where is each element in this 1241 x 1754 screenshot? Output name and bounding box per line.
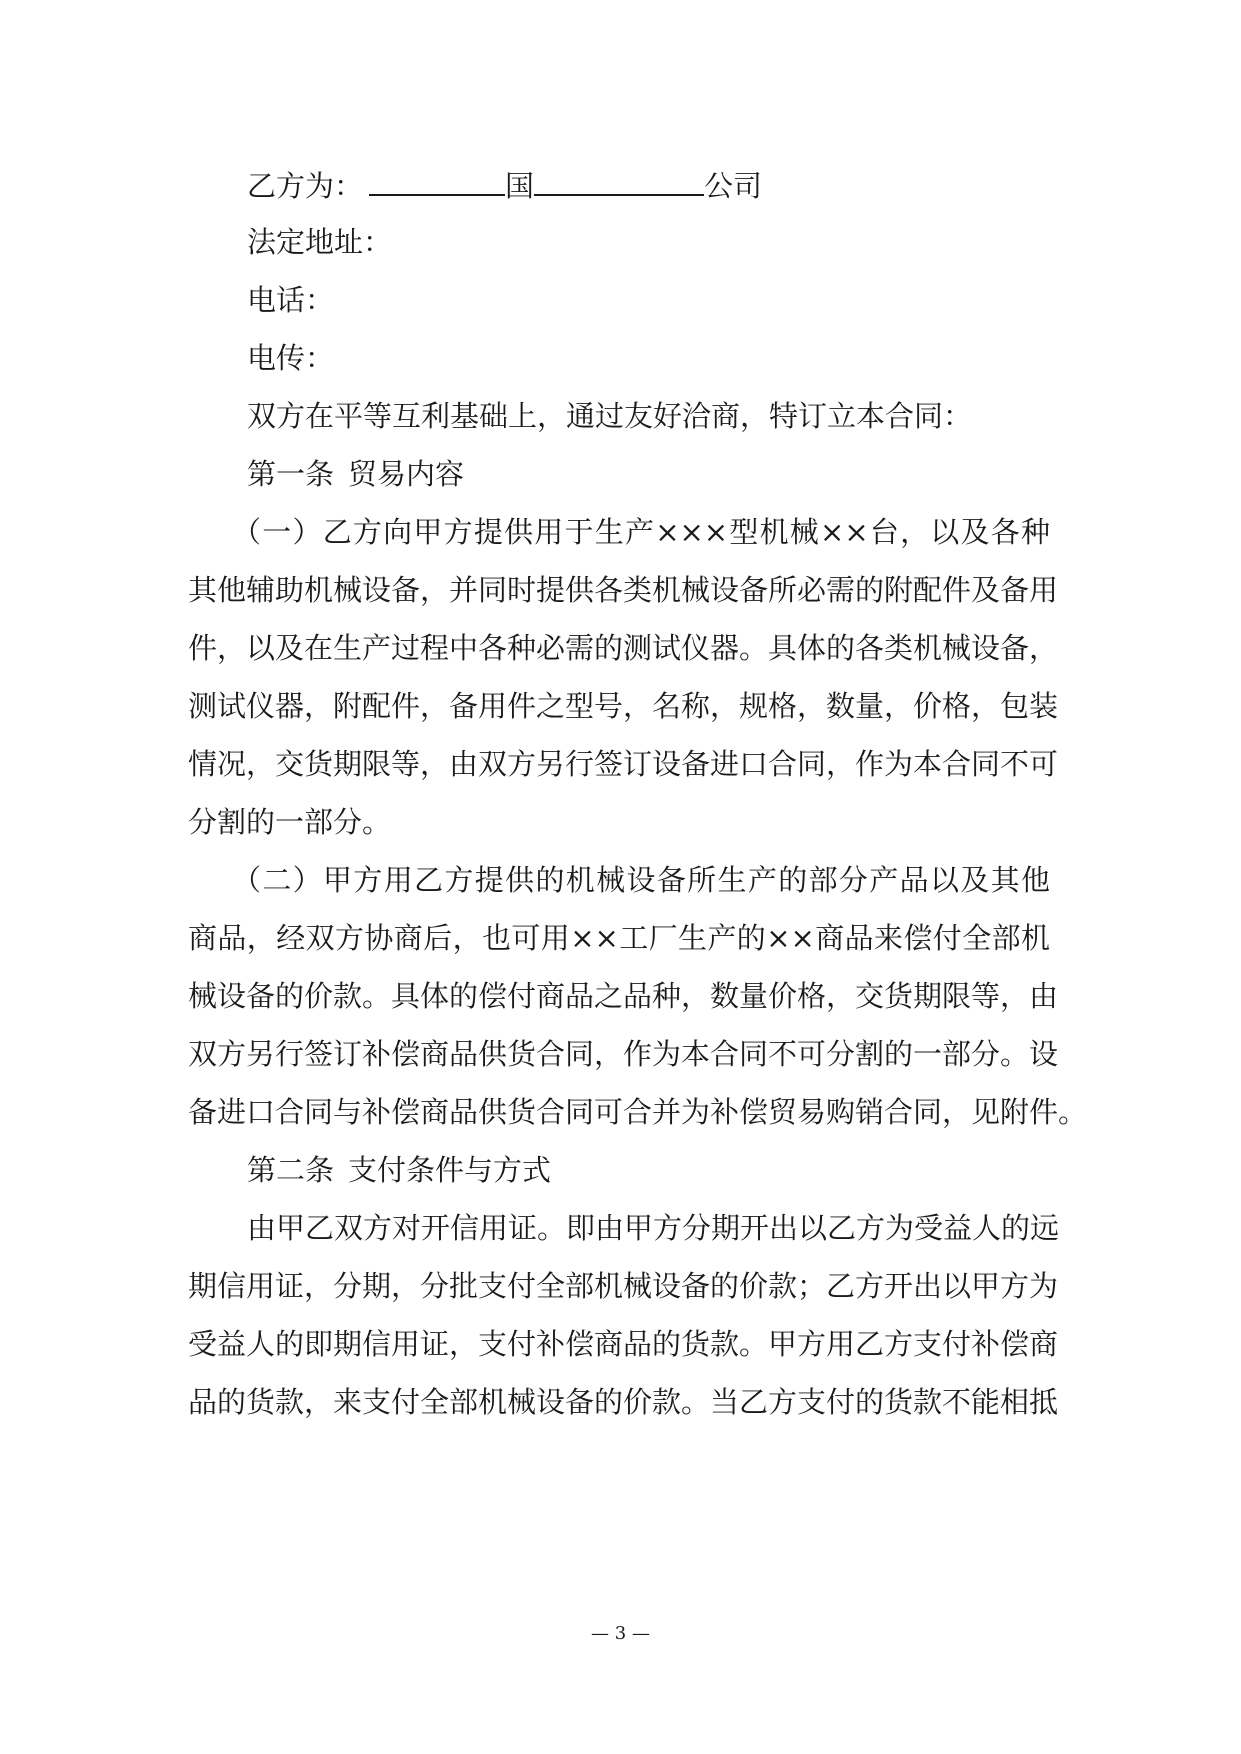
party-b-line [247,164,762,204]
article-1-para-1-line: 分割的一部分。 [188,805,392,839]
article-1-para-2-line: 械设备的价款。具体的偿付商品之品种，数量价格，交货期限等，由 [188,979,1059,1013]
company-blank [534,164,704,196]
fax-field: 电传： [247,341,335,375]
phone-field: 电话： [247,283,335,317]
company-suffix: 公司 [704,169,763,203]
article-2-para-1-line: 受益人的即期信用证，支付补偿商品的货款。甲方用乙方支付补偿商 [188,1327,1059,1361]
article-2-para-1-line: 由甲乙双方对开信用证。即由甲方分期开出以乙方为受益人的远 [247,1211,1060,1245]
article-1-para-1-line: 测试仪器，附配件，备用件之型号，名称，规格，数量，价格，包装 [188,689,1059,723]
article-2-para-1-line: 品的货款，来支付全部机械设备的价款。当乙方支付的货款不能相抵 [188,1385,1059,1419]
article-1-para-1-line: （一）乙方向甲方提供用于生产×××型机械××台，以及各种 [232,515,1050,549]
article-2-number: 第二条 [247,1153,335,1187]
country-blank [369,164,505,196]
article-1-number: 第一条 [247,457,335,491]
article-1-title: 贸易内容 [348,457,465,491]
article-1-heading [247,454,464,494]
article-1-para-1-line: 情况，交货期限等，由双方另行签订设备进口合同，作为本合同不可 [188,747,1059,781]
article-1-para-1-line: 件，以及在生产过程中各种必需的测试仪器。具体的各类机械设备， [188,631,1059,665]
intro-paragraph: 双方在平等互利基础上，通过友好洽商，特订立本合同： [247,399,973,433]
article-1-para-2-line: 双方另行签订补偿商品供货合同，作为本合同不可分割的一部分。设 [188,1037,1059,1071]
party-b-label: 乙方为： [247,169,364,203]
article-1-para-1-line: 其他辅助机械设备，并同时提供各类机械设备所必需的附配件及备用 [188,573,1059,607]
article-1-para-2-line: 备进口合同与补偿商品供货合同可合并为补偿贸易购销合同，见附件。 [188,1095,1088,1129]
article-2-para-1-line: 期信用证，分期，分批支付全部机械设备的价款；乙方开出以甲方为 [188,1269,1059,1303]
article-1-para-2-line: （二）甲方用乙方提供的机械设备所生产的部分产品以及其他 [232,863,1050,897]
address-field: 法定地址： [247,225,393,259]
article-1-para-2-line: 商品，经双方协商后，也可用××工厂生产的××商品来偿付全部机 [188,921,1050,955]
article-2-heading [247,1150,551,1190]
country-suffix: 国 [505,169,535,203]
page-number: — 3 — [591,1623,650,1644]
article-2-title: 支付条件与方式 [348,1153,552,1187]
